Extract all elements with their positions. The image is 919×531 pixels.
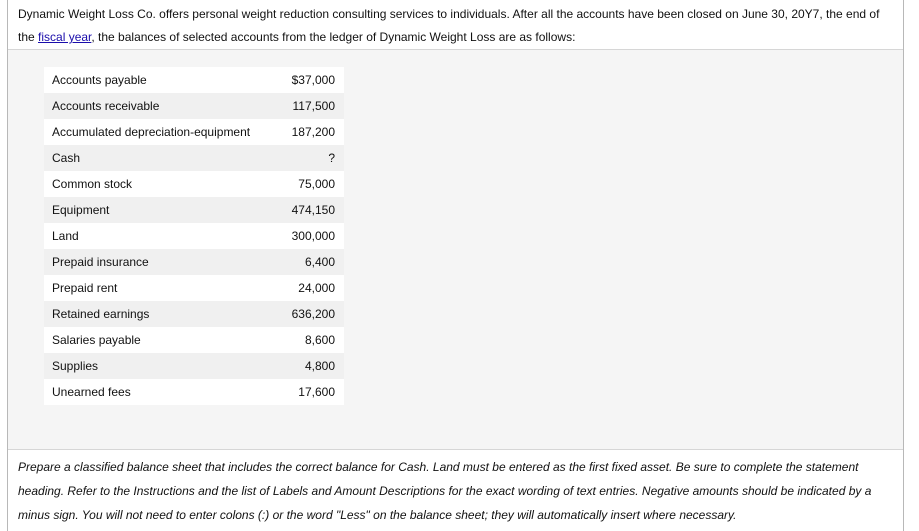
account-name: Land (44, 223, 272, 249)
account-name: Accumulated depreciation-equipment (44, 119, 272, 145)
account-amount: 24,000 (272, 275, 344, 301)
table-row (44, 197, 344, 223)
account-name: Supplies (44, 353, 272, 379)
account-amount: 75,000 (272, 171, 344, 197)
table-row (44, 249, 344, 275)
account-amount: 8,600 (272, 327, 344, 353)
fiscal-year-link[interactable]: fiscal year (38, 30, 92, 44)
account-name: Accounts receivable (44, 93, 272, 119)
intro-paragraph (18, 3, 898, 49)
table-row (44, 223, 344, 249)
account-amount: 474,150 (272, 197, 344, 223)
table-row (44, 327, 344, 353)
table-row (44, 301, 344, 327)
account-name: Accounts payable (44, 67, 272, 93)
accounts-table (44, 67, 344, 405)
account-amount: ? (272, 145, 344, 171)
account-name: Unearned fees (44, 379, 272, 405)
table-row (44, 119, 344, 145)
account-name: Retained earnings (44, 301, 272, 327)
table-row (44, 171, 344, 197)
account-name: Prepaid rent (44, 275, 272, 301)
table-row (44, 93, 344, 119)
account-amount: 636,200 (272, 301, 344, 327)
account-name: Prepaid insurance (44, 249, 272, 275)
table-row (44, 67, 344, 93)
table-row (44, 379, 344, 405)
account-amount: 6,400 (272, 249, 344, 275)
account-amount: 187,200 (272, 119, 344, 145)
account-name: Cash (44, 145, 272, 171)
table-row (44, 145, 344, 171)
account-name: Salaries payable (44, 327, 272, 353)
account-amount: 300,000 (272, 223, 344, 249)
account-amount: 117,500 (272, 93, 344, 119)
intro-text-after: , the balances of selected accounts from the ledger of Dynamic Weight Loss are as follows: (91, 30, 576, 44)
account-amount: $37,000 (272, 67, 344, 93)
account-name: Equipment (44, 197, 272, 223)
account-amount: 17,600 (272, 379, 344, 405)
account-amount: 4,800 (272, 353, 344, 379)
intro-text-before: Dynamic Weight Loss Co. offers personal weight reduction consulting services to individuals. After all the accounts have been closed on June 30, 20Y7, the end of the (18, 7, 880, 44)
instructions-text: Prepare a classified balance sheet that includes the correct balance for Cash. Land must be entered as the first fixed asset. Be sure to complete the statement heading. Refer to the Instructions and the list of Labels and Amount Descriptions for the exact wording of text entries. Negative amounts should be indicated by a minus sign. You will not need to enter colons (:) or the word "Less" on the balance sheet; they will automatically insert where necessary. (18, 460, 872, 522)
account-name: Common stock (44, 171, 272, 197)
table-row (44, 275, 344, 301)
table-row (44, 353, 344, 379)
